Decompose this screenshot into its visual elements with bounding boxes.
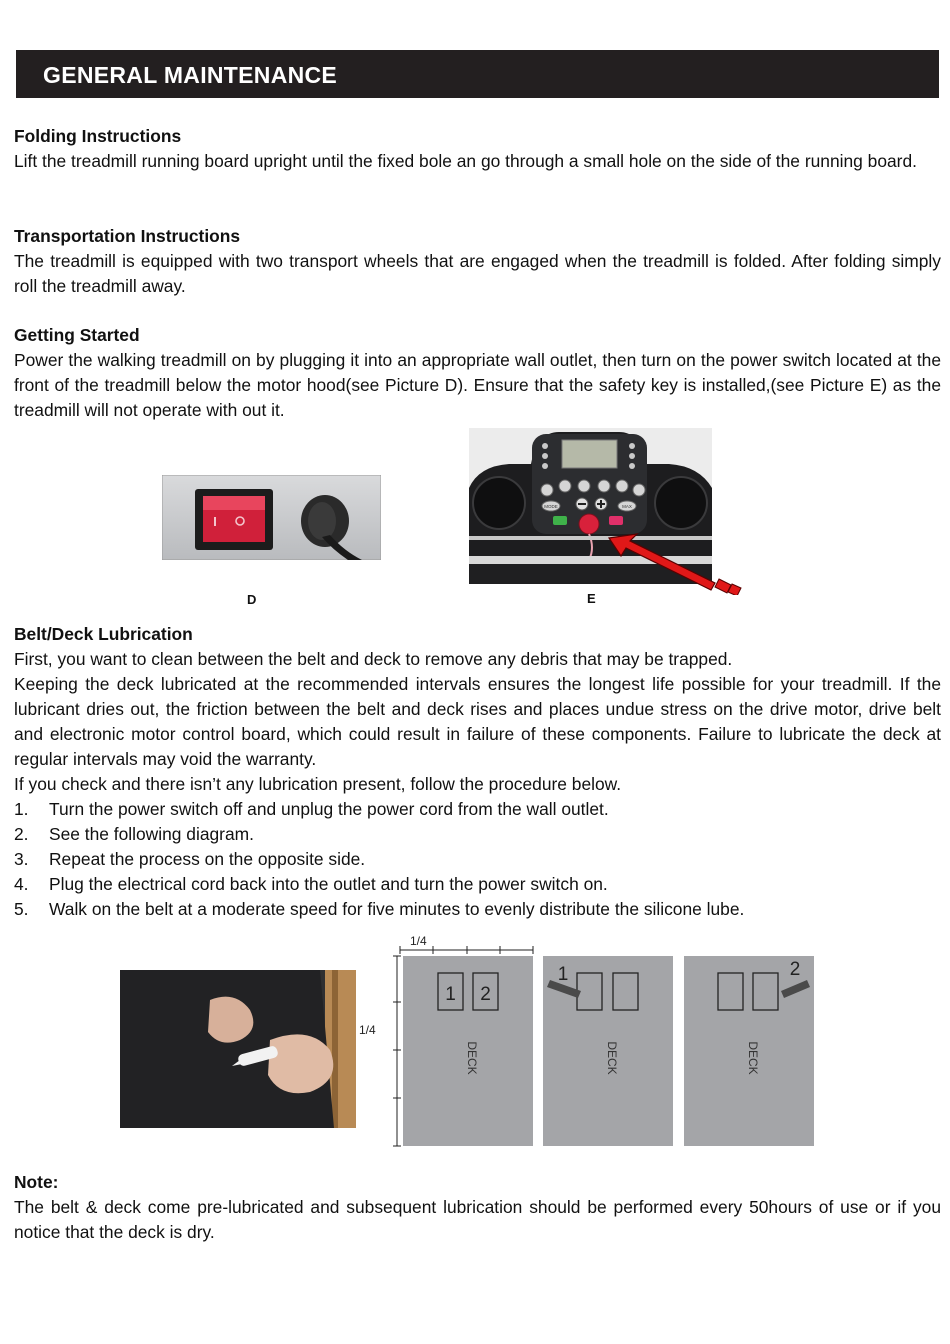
list-item: 2. See the following diagram. <box>14 824 254 844</box>
lubrication-photo <box>120 970 356 1128</box>
safety-key <box>579 514 599 534</box>
transport-heading: Transportation Instructions <box>14 226 241 246</box>
lubrication-paragraph-1: First, you want to clean between the belt and deck to remove any debris that may be trapped. <box>14 649 733 669</box>
svg-text:1: 1 <box>445 984 456 1005</box>
transport-section <box>14 224 941 299</box>
note-heading: Note: <box>14 1172 59 1192</box>
note-section <box>14 1170 941 1245</box>
switch-line-mark <box>214 517 216 526</box>
getting-started-section <box>14 323 941 423</box>
list-item: 3. Repeat the process on the opposite side. <box>14 849 366 869</box>
power-switch-photo <box>162 475 381 560</box>
getting-started-text: Power the walking treadmill on by plugging it into an appropriate wall outlet, then turn on the power switch located at the front of the treadmill below the motor hood(see Picture D). Ensure that the safety key is installed,(see Picture E) as the treadmill will not operate with out it. <box>14 350 941 420</box>
lcd-display <box>562 440 617 468</box>
transport-text: The treadmill is equipped with two transport wheels that are engaged when the treadmill is folded. After folding simply roll the treadmill away. <box>14 251 941 296</box>
svg-text:MAX: MAX <box>622 504 632 509</box>
marker-1: 1 <box>557 964 569 985</box>
svg-text:2: 2 <box>480 984 491 1005</box>
stop-button <box>609 516 623 525</box>
page-title: GENERAL MAINTENANCE <box>43 62 338 88</box>
deck-label-3: DECK <box>746 1041 760 1075</box>
lubrication-paragraph-3: If you check and there isn’t any lubrication present, follow the procedure below. <box>14 774 622 794</box>
list-item: 1. Turn the power switch off and unplug the power cord from the wall outlet. <box>14 799 609 819</box>
figure-e-label: E <box>587 591 596 606</box>
start-button <box>553 516 567 525</box>
top-fraction-label: 1/4 <box>410 934 427 948</box>
getting-started-heading: Getting Started <box>14 325 140 345</box>
list-item: 5. Walk on the belt at a moderate speed for five minutes to evenly distribute the silicone lube. <box>14 899 745 919</box>
marker-2: 2 <box>789 959 801 980</box>
folding-heading: Folding Instructions <box>14 126 182 146</box>
deck-label-2: DECK <box>605 1041 619 1075</box>
svg-text:MODE: MODE <box>544 504 558 509</box>
folding-section <box>14 124 941 174</box>
lubrication-heading: Belt/Deck Lubrication <box>14 624 193 644</box>
lubrication-paragraph-2: Keeping the deck lubricated at the recommended intervals ensures the longest life possible for your treadmill. If the lubricant dries out, the friction between the belt and deck rises and places undue stress on the drive motor, drive belt and electronic motor control board, which could result in failure of these components. Failure to lubricate the deck at regular intervals may void the warranty. <box>14 674 941 769</box>
deck-label-1: DECK <box>465 1041 479 1075</box>
console-photo <box>469 428 747 595</box>
section-banner <box>16 50 939 98</box>
note-text: The belt & deck come pre-lubricated and subsequent lubrication should be performed every 50hours of use or if you notice that the deck is dry. <box>14 1197 941 1242</box>
deck-diagram <box>355 930 817 1152</box>
lubrication-section <box>14 622 941 922</box>
list-item: 4. Plug the electrical cord back into the outlet and turn the power switch on. <box>14 874 608 894</box>
lubrication-steps <box>14 797 941 922</box>
side-fraction-label: 1/4 <box>359 1023 376 1037</box>
figure-d-label: D <box>247 592 257 607</box>
folding-text: Lift the treadmill running board upright until the fixed bole an go through a small hole on the side of the running board. <box>14 151 917 171</box>
